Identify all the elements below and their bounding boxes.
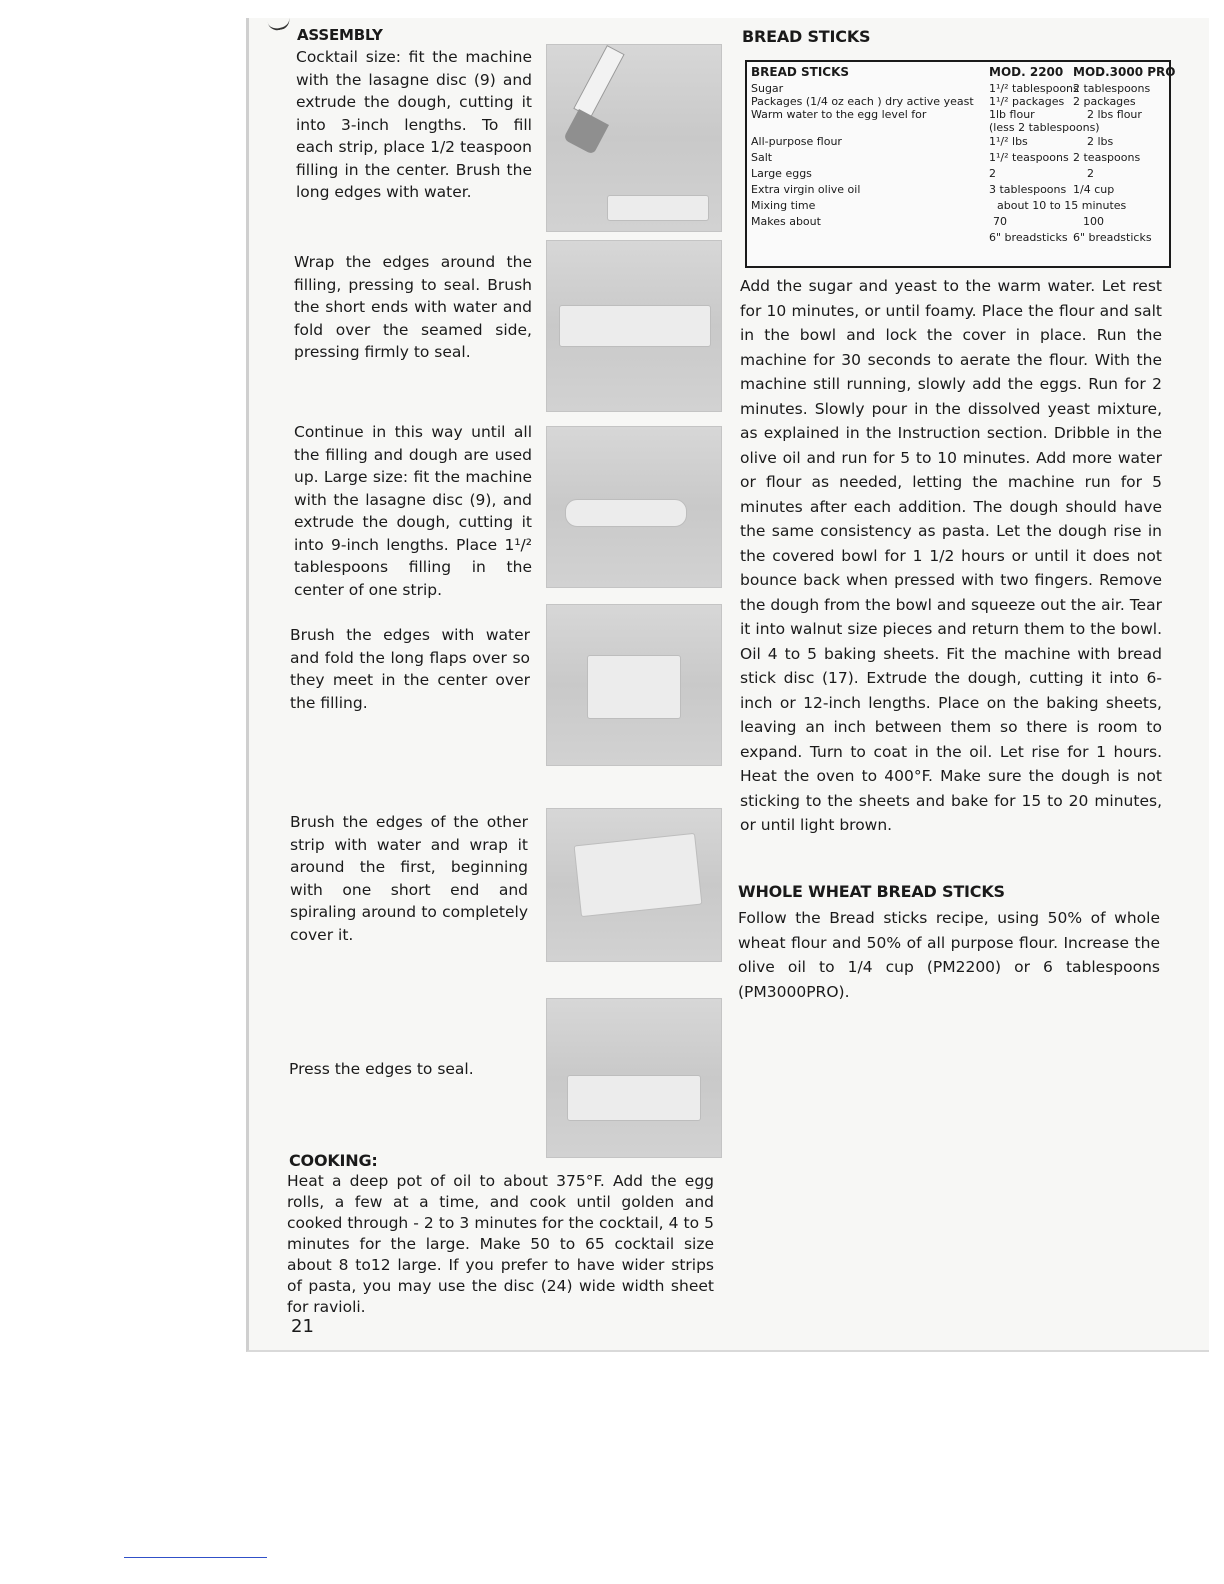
table-cell-2200: 6" breadsticks [989,231,1068,244]
cooking-text: Heat a deep pot of oil to about 375°F. Add the egg rolls, a few at a time, and cook until golden and cooked through - 2 to 3 minutes for the cocktail, 4 to 5 minutes for the large. Make 50 to 65 cocktail size about 8 to12 large. If you prefer to have wider strips of pasta, you may use the disc (24) wide width sheet for ravioli. [287,1172,714,1316]
step-4-text: Brush the edges with water and fold the long flaps over so they meet in the center over the filling. [290,626,530,712]
brush-bristle-icon [563,109,609,155]
ingredients-table [745,60,1176,268]
brush-icon [573,45,624,118]
table-cell-2200: about 10 to 15 minutes [997,199,1127,212]
table-cell-2200: 1¹/² teaspoons [989,151,1069,164]
dough-strip-image [607,195,709,221]
table-cell-3000: 1/4 cup [1073,183,1115,196]
table-row-label: Packages (1/4 oz each ) dry active yeast [751,95,974,108]
table-cell-2200: 1¹/² packages [989,95,1065,108]
step-3-photo [546,426,722,588]
table-header-mod2200: MOD. 2200 [989,65,1064,79]
bread-sticks-heading: BREAD STICKS [742,27,871,46]
sealed-roll-image [567,1075,701,1121]
step-5-photo [546,808,722,962]
table-row-label: Large eggs [751,167,812,180]
table-cell-3000: 100 [1083,215,1104,228]
table-cell-3000: 2 lbs flour [1087,108,1142,121]
table-cell-3000: 2 packages [1073,95,1136,108]
filling-strip-image [565,499,687,527]
step-1-text: Cocktail size: fit the machine with the lasagne disc (9) and extrude the dough, cutting it into 3-inch lengths. To fill each strip, place 1/2 teaspoon filling in the center. Brush the long edges with water. [296,48,532,201]
cooking-heading: COOKING: [289,1151,378,1170]
table-cell-2200: 2 [989,167,996,180]
table-cell-2200: 1lb flour [989,108,1035,121]
assembly-heading: ASSEMBLY [297,26,383,44]
table-cell-3000: 2 lbs [1087,135,1114,148]
table-row-label: Mixing time [751,199,816,212]
table-cell-2200: 3 tablespoons [989,183,1067,196]
table-row-label: Extra virgin olive oil [751,183,861,196]
table-row-label: Salt [751,151,773,164]
folded-flaps-image [587,655,681,719]
bread-sticks-instructions: Add the sugar and yeast to the warm water. Let rest for 10 minutes, or until foamy. Place the flour and salt in the bowl and lock the cover in place. Run the machine for 30 seconds to aerate the flour. With the machine still running, slowly add the eggs. Run for 2 minutes. Slowly pour in the dissolved yeast mixture, as explained in the Instruction section. Dribble in the olive oil and run for 5 to 10 minutes. Add more water or flour as needed, letting the machine run for 5 minutes after each addition. The dough should have the same consistency as pasta. Let the dough rise in the covered bowl for 1 1/2 hours or until it does not bounce back when pressed with two fingers. Remove the dough from the bowl and squeeze out the air. Tear it into walnut size pieces and return them to the bowl. Oil 4 to 5 baking sheets. Fit the machine with bread stick disc (17). Extrude the dough, cutting it into 6-inch or 12-inch lengths. Place on the baking sheets, leaving an inch between them so there is room to expand. Turn to coat in the oil. Let rise for 1 hours. Heat the oven to 400°F. Make sure the dough is not sticking to the sheets and bake for 15 to 20 minutes, or until light brown. [740,277,1162,834]
whole-wheat-heading: WHOLE WHEAT BREAD STICKS [738,882,1005,901]
step-6-photo [546,998,722,1158]
table-row-label: Sugar [751,82,784,95]
table-cell-3000: 2 [1087,167,1094,180]
table-cell-2200: 70 [993,215,1007,228]
table-cell-3000: 2 teaspoons [1073,151,1141,164]
table-row-label: Warm water to the egg level for [751,108,927,121]
table-cell-2200: 1¹/² tablespoons [989,82,1079,95]
step-2-text: Wrap the edges around the filling, pressing to seal. Brush the short ends with water and fold over the seamed side, pressing firmly to seal. [294,253,532,361]
table-cell-3000: 6" breadsticks [1073,231,1152,244]
scan-edge-line [124,1557,267,1558]
table-cell-2200: (less 2 tablespoons) [989,121,1100,134]
whole-wheat-text: Follow the Bread sticks recipe, using 50% of whole wheat flour and 50% of all purpose flour. Increase the olive oil to 1/4 cup (PM2200) or 6 tablespoons (PM3000PRO). [738,909,1160,1001]
step-2-photo [546,240,722,412]
table-cell-3000: 2 tablespoons [1073,82,1151,95]
table-row-label: All-purpose flour [751,135,842,148]
table-cell-2200: 1¹/² lbs [989,135,1028,148]
step-5-text: Brush the edges of the other strip with water and wrap it around the first, beginning with one short end and spiraling around to completely cover it. [290,813,528,944]
table-row-label: Makes about [751,215,821,228]
spiral-wrap-image [574,833,703,917]
step-6-text: Press the edges to seal. [289,1060,474,1078]
table-header-mod3000: MOD.3000 PRO [1073,65,1176,79]
step-4-photo [546,604,722,766]
table-title: BREAD STICKS [751,65,850,79]
step-1-photo [546,44,722,232]
wrapped-roll-image [559,305,711,347]
step-3-text: Continue in this way until all the filling and dough are used up. Large size: fit the machine with the lasagne disc (9), and extrude the dough, cutting it into 9-inch lengths. Place 1¹/² tablespoons filling in the center of one strip. [294,423,532,599]
page-number: 21 [291,1316,314,1337]
